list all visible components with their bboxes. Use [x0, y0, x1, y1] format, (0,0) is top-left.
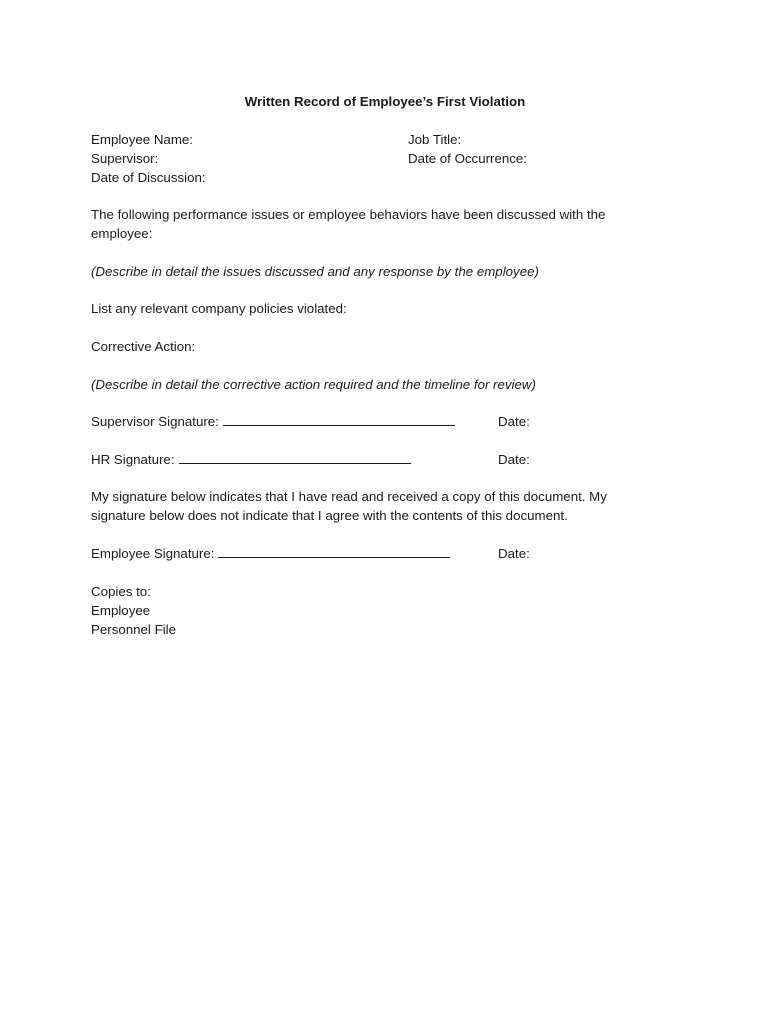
supervisor-signature-label: Supervisor Signature: — [91, 414, 219, 429]
employee-signature-row — [91, 544, 450, 563]
employee-signature-line[interactable] — [218, 544, 450, 558]
supervisor-label: Supervisor: — [91, 151, 159, 166]
describe-issues-note: (Describe in detail the issues discussed and any response by the employee) — [91, 264, 539, 279]
hr-signature-row — [91, 450, 411, 469]
job-title-label: Job Title: — [408, 132, 462, 147]
corrective-action-label: Corrective Action: — [91, 339, 196, 354]
hr-signature-label: HR Signature: — [91, 452, 175, 467]
acknowledgement-paragraph: My signature below indicates that I have read and received a copy of this document. My signature below does not indicate that I agree with the contents of this document. — [91, 489, 607, 523]
describe-corrective-note: (Describe in detail the corrective action required and the timeline for review) — [91, 377, 536, 392]
hr-signature-line[interactable] — [179, 450, 411, 464]
supervisor-date-label: Date: — [498, 414, 530, 429]
date-of-discussion-label: Date of Discussion: — [91, 170, 206, 185]
copy-recipient-personnel-file: Personnel File — [91, 622, 176, 637]
supervisor-signature-line[interactable] — [223, 412, 455, 426]
hr-date-label: Date: — [498, 452, 530, 467]
copy-recipient-employee: Employee — [91, 603, 151, 618]
employee-date-label: Date: — [498, 546, 530, 561]
employee-signature-label: Employee Signature: — [91, 546, 215, 561]
copies-to-label: Copies to: — [91, 584, 151, 599]
policies-violated-label: List any relevant company policies violated: — [91, 301, 347, 316]
date-of-occurrence-label: Date of Occurrence: — [408, 151, 527, 166]
employee-name-label: Employee Name: — [91, 132, 193, 147]
supervisor-signature-row — [91, 412, 455, 431]
performance-issues-paragraph: The following performance issues or employee behaviors have been discussed with the employee: — [91, 207, 606, 241]
document-title: Written Record of Employee’s First Violation — [244, 94, 526, 109]
